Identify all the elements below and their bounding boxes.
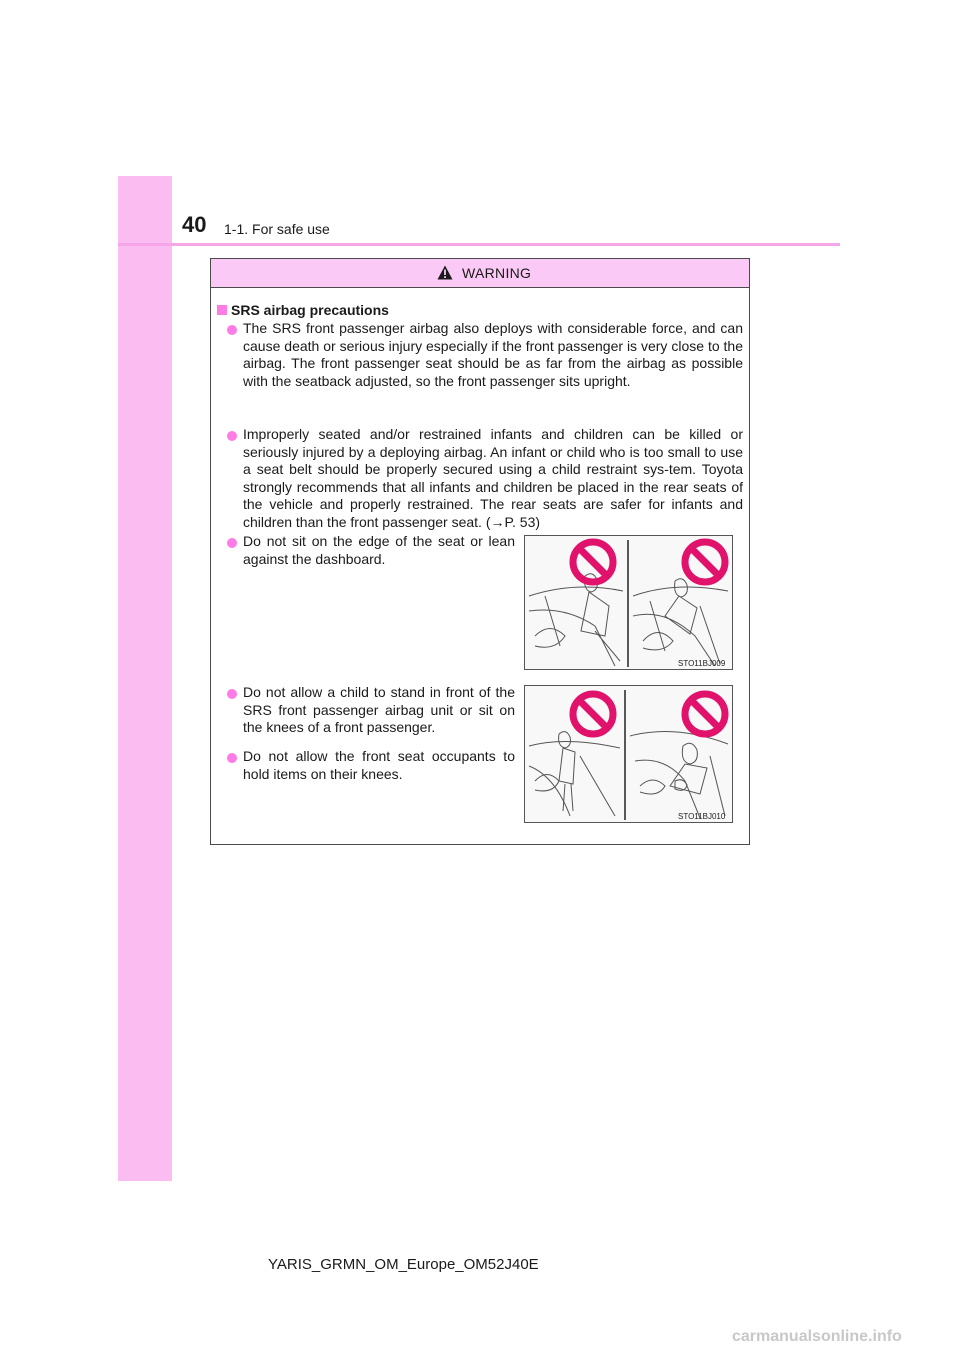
warning-title: WARNING [462,265,532,281]
child-scene-drawing [525,686,732,822]
side-tab-bar [118,176,172,1181]
illustration-seat-edge [524,535,733,670]
prohibition-icon [573,694,613,734]
warning-header [211,259,749,288]
illustration-code: STO11BJ010 [678,812,726,821]
warning-item: Improperly seated and/or restrained infants and children can be killed or seriously injured by a deploying airbag. An infant or child who is too small to use a seat belt should be properly secured using a child restraint sys-tem. Toyota strongly recommends that all infants and children be placed in the rear seats of the vehicle and properly restrained. The rear seats are safer for infants and children than the front passenger seat. (→P. 53) [243,426,743,530]
prohibition-icon [685,542,725,582]
prohibition-icon [685,694,725,734]
warning-item: Do not allow the front seat occupants to hold items on their knees. [243,748,515,782]
warning-box [210,258,750,845]
illustration-child-standing [524,685,733,823]
warning-item: The SRS front passenger airbag also deploys with considerable force, and can cause death or serious injury especially if the front passenger is very close to the airbag. The front passenger seat should be as far from the airbag as possible with the seatback adjusted, so the front passenger sits upright. [243,320,743,389]
bullet-icon [227,753,237,763]
subheading [217,302,389,318]
warning-triangle-icon [437,265,453,280]
page-number: 40 [182,212,207,237]
document-id: YARIS_GRMN_OM_Europe_OM52J40E [268,1256,539,1273]
subheading-text: SRS airbag precautions [231,302,389,318]
section-title: 1-1. For safe use [224,221,330,237]
illustration-code: STO11BJ009 [678,659,726,668]
warning-item: Do not sit on the edge of the seat or lean against the dashboard. [243,533,515,567]
seat-scene-drawing [525,536,732,669]
prohibition-icon [573,542,613,582]
bullet-icon [227,431,237,441]
header-rule [118,243,840,246]
bullet-icon [227,538,237,548]
square-bullet-icon [217,305,227,315]
bullet-icon [227,325,237,335]
watermark: carmanualsonline.info [732,1328,902,1345]
warning-item: Do not allow a child to stand in front of the SRS front passenger airbag unit or sit on the knees of a front passenger. [243,684,515,736]
bullet-icon [227,689,237,699]
